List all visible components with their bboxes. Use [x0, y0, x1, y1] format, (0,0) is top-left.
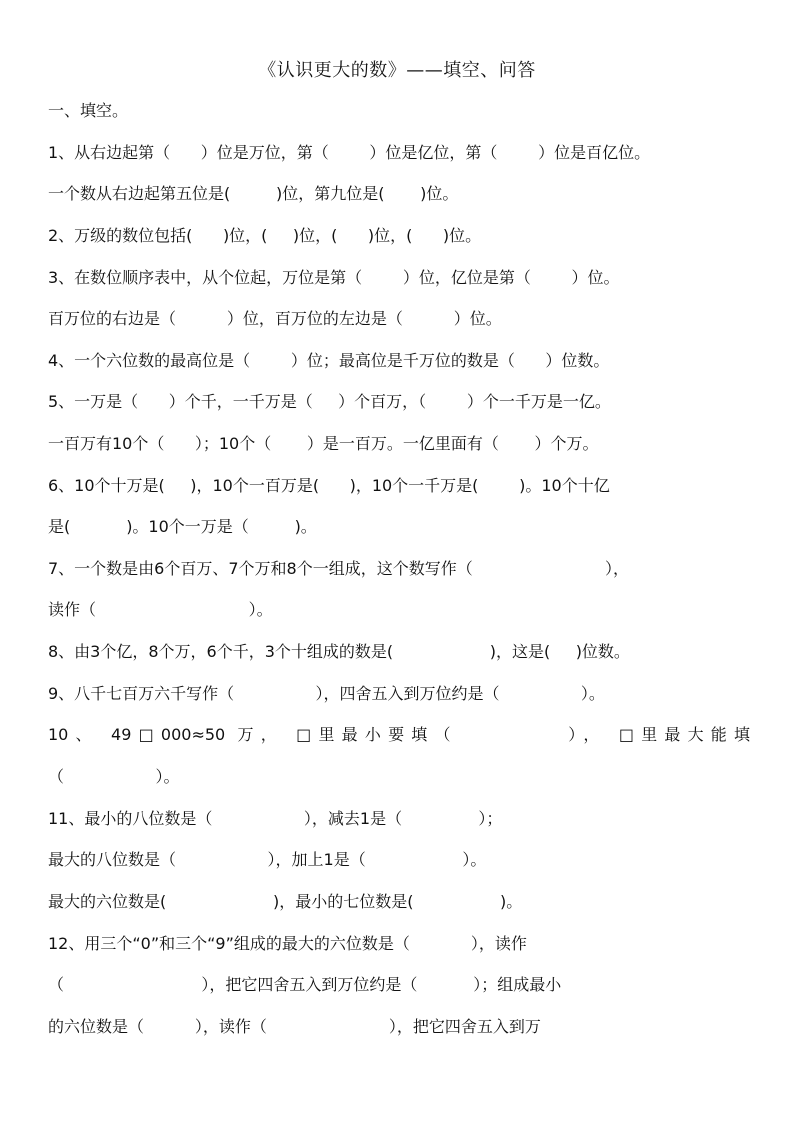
question-line: 一百万有10个（ ）；10个（ ）是一百万。一亿里面有（ ）个万。: [48, 434, 599, 453]
question-line: 8、由3个亿，8个万，6个千，3个十组成的数是( )，这是( )位数。: [48, 642, 630, 661]
question-line: 的六位数是（ ），读作（ ），把它四舍五入到万: [48, 1017, 541, 1036]
worksheet-title: 《认识更大的数》——填空、问答: [258, 60, 536, 81]
question-line: 6、10个十万是( )，10个一百万是( )，10个一千万是( )。10个十亿: [48, 476, 610, 495]
question-line: 是( )。10个一万是（ )。: [48, 517, 317, 536]
question-line: （ ），把它四舍五入到万位约是（ ）；组成最小: [48, 975, 562, 994]
question-line: 7、一个数是由6个百万、7个万和8个一组成，这个数写作（ ），: [48, 559, 629, 578]
question-line: 百万位的右边是（ ）位，百万位的左边是（ ）位。: [48, 309, 502, 328]
question-line: 10、 49□000≈50 万， □里最小要填（ ）， □里最大能填: [48, 725, 750, 744]
question-line: 读作（ ）。: [48, 600, 273, 619]
question-line: 一个数从右边起第五位是( )位，第九位是( )位。: [48, 184, 459, 203]
question-line: 最大的八位数是（ ），加上1是（ ）。: [48, 850, 487, 869]
question-line: 2、万级的数位包括( )位，( )位，( )位，( )位。: [48, 226, 482, 245]
question-line: 最大的六位数是( )，最小的七位数是( )。: [48, 892, 523, 911]
question-line: 4、一个六位数的最高位是（ ）位；最高位是千万位的数是（ ）位数。: [48, 351, 610, 370]
question-line: 9、八千七百万六千写作（ ），四舍五入到万位约是（ ）。: [48, 684, 605, 703]
section-heading: 一、填空。: [48, 101, 129, 120]
question-line: 5、一万是（ ）个千，一千万是（ ）个百万，（ ）个一千万是一亿。: [48, 392, 611, 411]
question-line: （ ）。: [48, 767, 180, 786]
question-line: 3、在数位顺序表中，从个位起，万位是第（ ）位，亿位是第（ ）位。: [48, 268, 620, 287]
question-line: 11、最小的八位数是（ ），减去1是（ ）；: [48, 809, 503, 828]
question-line: 12、用三个“0”和三个“9”组成的最大的六位数是（ ），读作: [48, 934, 527, 953]
question-line: 1、从右边起第（ ）位是万位，第（ ）位是亿位，第（ ）位是百亿位。: [48, 143, 651, 162]
